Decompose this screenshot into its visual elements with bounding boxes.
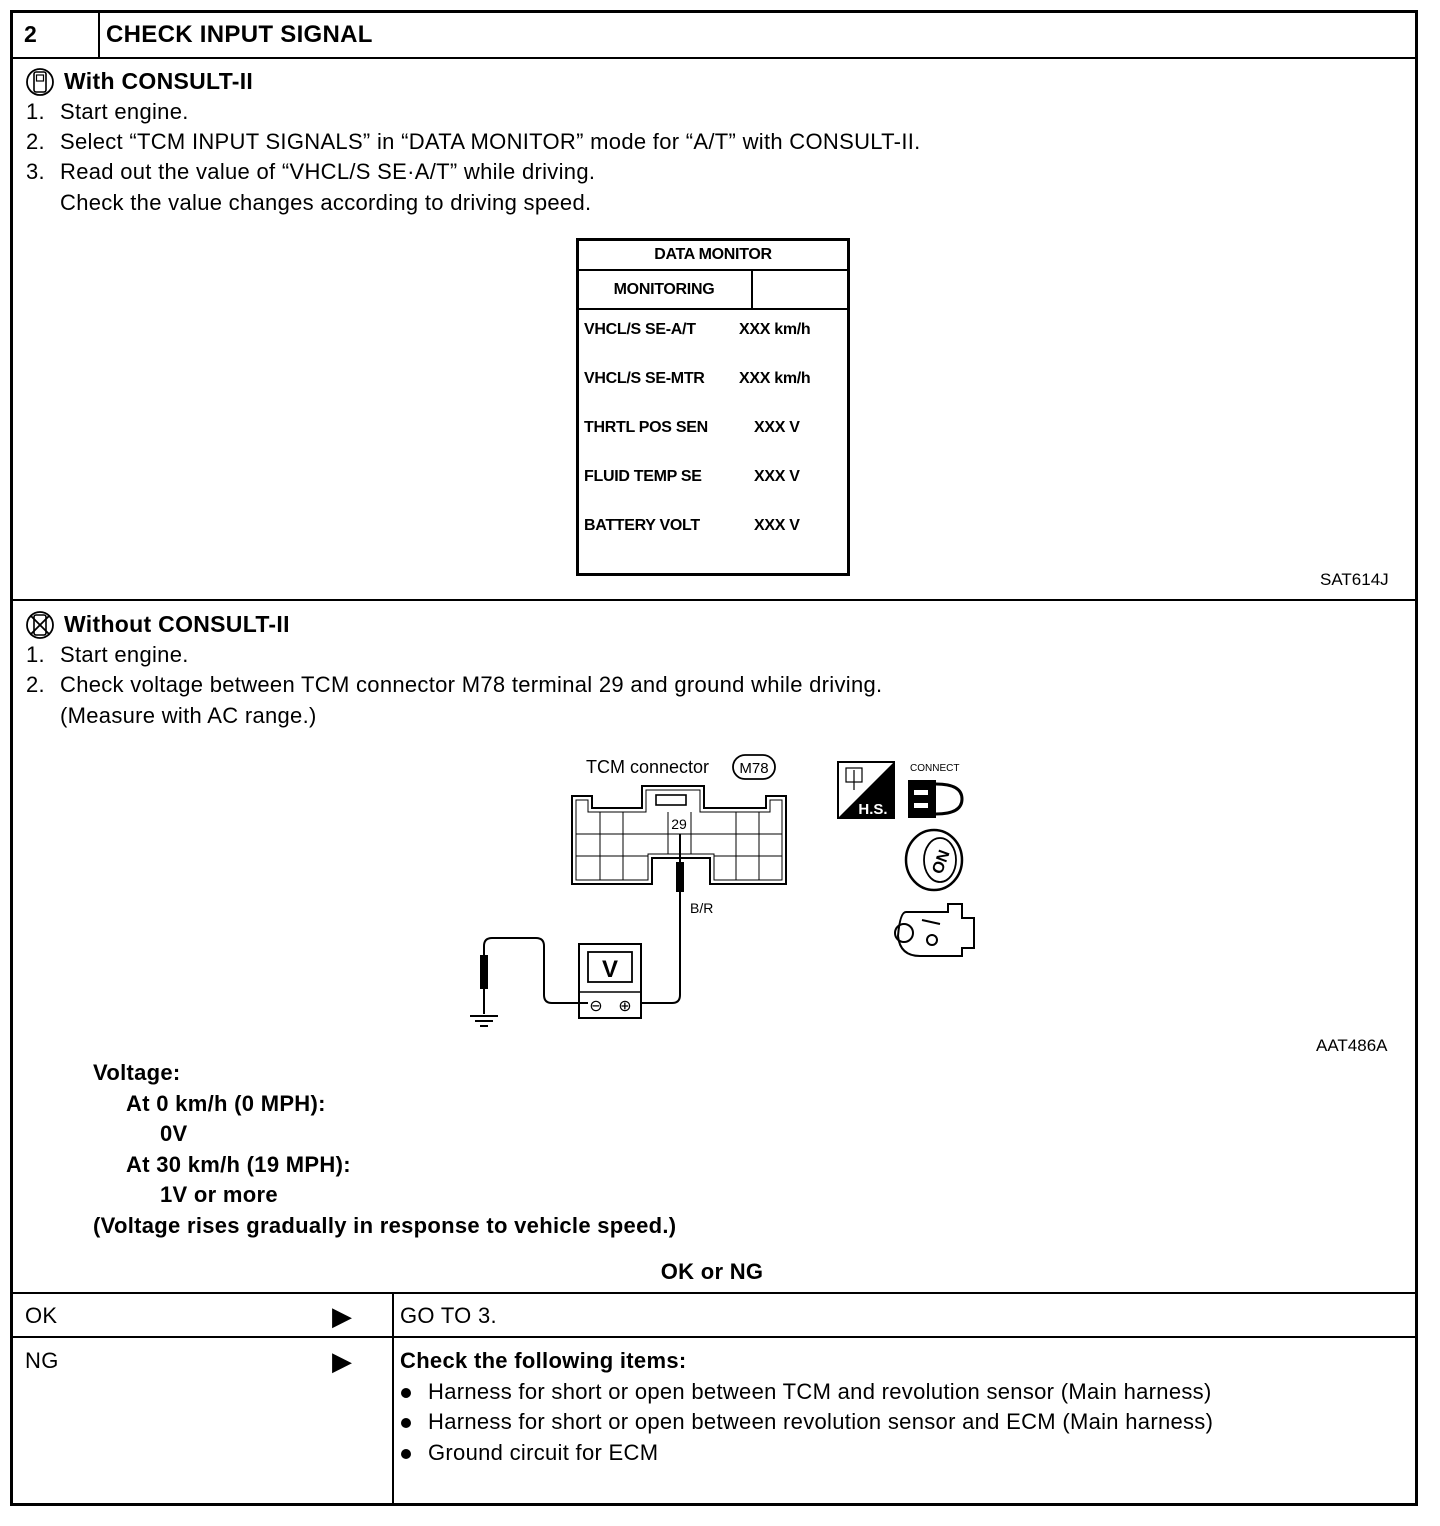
- without-consult-step-1: 1. Start engine.: [26, 642, 189, 667]
- tcm-connector-diagram: [440, 745, 1000, 1045]
- with-consult-heading: With CONSULT-II: [64, 68, 254, 94]
- spec-condition-1: At 0 km/h (0 MPH):: [126, 1091, 326, 1116]
- connector-connect-icon: [908, 780, 962, 818]
- meter-plus-terminal: ⊕: [618, 996, 632, 1015]
- step-number: 2: [24, 21, 38, 47]
- with-consult-step-note: Check the value changes according to driving speed.: [60, 190, 592, 215]
- without-consult-step-2: 2. Check voltage between TCM connector M78 terminal 29 and ground while driving.: [26, 672, 883, 697]
- without-consult-heading: Without CONSULT-II: [64, 611, 290, 637]
- consult-tool-icon: [24, 66, 56, 98]
- ok-label: OK: [25, 1303, 58, 1328]
- connector-id: M78: [739, 760, 769, 777]
- spec-title: Voltage:: [93, 1060, 181, 1085]
- ground-icon: [470, 1016, 498, 1026]
- results-column-divider: [392, 1292, 394, 1506]
- monitor-row-label: VHCL/S SE-MTR: [584, 370, 705, 387]
- monitor-row-label: VHCL/S SE-A/T: [584, 321, 696, 338]
- results-divider: [10, 1292, 1418, 1294]
- monitor-row-label: THRTL POS SEN: [584, 419, 708, 436]
- step-text: Start engine.: [60, 99, 189, 124]
- ignition-on-label: ON: [929, 847, 954, 877]
- figure-code: SAT614J: [1320, 570, 1389, 589]
- with-consult-step-1: 1. Start engine.: [26, 99, 189, 124]
- meter-minus-terminal: ⊖: [589, 996, 603, 1015]
- monitor-row-value: XXX V: [754, 468, 800, 485]
- monitor-title: DATA MONITOR: [654, 246, 772, 263]
- figure-code: AAT486A: [1316, 1036, 1388, 1055]
- engine-running-icon: [895, 904, 974, 956]
- ng-label: NG: [25, 1348, 59, 1373]
- without-consult-step-note: (Measure with AC range.): [60, 703, 317, 728]
- page-title: CHECK INPUT SIGNAL: [106, 21, 373, 48]
- monitor-subtitle-column: [751, 269, 753, 309]
- monitor-subtitle: MONITORING: [613, 281, 715, 298]
- monitor-row-label: BATTERY VOLT: [584, 517, 700, 534]
- section-divider: [10, 599, 1418, 601]
- ok-arrow-icon: ▶: [332, 1301, 353, 1331]
- ok-action: GO TO 3.: [400, 1303, 497, 1328]
- connect-label: CONNECT: [910, 763, 960, 774]
- with-consult-step-3: 3. Read out the value of “VHCL/S SE·A/T” while driving.: [26, 159, 596, 184]
- spec-note: (Voltage rises gradually in response to vehicle speed.): [93, 1213, 677, 1238]
- monitor-row-value: XXX V: [754, 419, 800, 436]
- spec-value-1: 0V: [160, 1121, 188, 1146]
- terminal-number: 29: [671, 816, 687, 832]
- header-divider: [10, 57, 1418, 59]
- with-consult-step-2: 2. Select “TCM INPUT SIGNALS” in “DATA MONITOR” mode for “A/T” with CONSULT-II.: [26, 129, 921, 154]
- step-number-divider: [98, 10, 100, 58]
- step-text: Check voltage between TCM connector M78 terminal 29 and ground while driving.: [60, 672, 883, 697]
- step-text: Select “TCM INPUT SIGNALS” in “DATA MONITOR” mode for “A/T” with CONSULT-II.: [60, 129, 921, 154]
- step-text: Start engine.: [60, 642, 189, 667]
- monitor-row-value: XXX km/h: [739, 321, 811, 338]
- monitor-row-value: XXX V: [754, 517, 800, 534]
- result-prompt: OK or NG: [660, 1259, 764, 1284]
- wire-color-label: B/R: [690, 900, 714, 916]
- spec-condition-2: At 30 km/h (19 MPH):: [126, 1152, 351, 1177]
- monitor-row-label: FLUID TEMP SE: [584, 468, 702, 485]
- monitor-row-value: XXX km/h: [739, 370, 811, 387]
- ng-check-item: Ground circuit for ECM: [428, 1440, 659, 1465]
- monitor-subtitle-divider: [576, 308, 850, 310]
- monitor-title-divider: [576, 269, 850, 271]
- ng-check-item: Harness for short or open between TCM and revolution sensor (Main harness): [428, 1379, 1212, 1404]
- no-consult-icon: [24, 609, 56, 641]
- step-text: Read out the value of “VHCL/S SE·A/T” while driving.: [60, 159, 596, 184]
- ng-title: Check the following items:: [400, 1348, 687, 1373]
- connector-label: TCM connector: [586, 757, 710, 777]
- ng-arrow-icon: ▶: [332, 1346, 353, 1376]
- hs-label: H.S.: [858, 801, 888, 818]
- ok-ng-divider: [10, 1336, 1418, 1338]
- meter-symbol: V: [601, 956, 619, 983]
- ng-check-item: Harness for short or open between revolution sensor and ECM (Main harness): [428, 1409, 1214, 1434]
- spec-value-2: 1V or more: [160, 1182, 278, 1207]
- negative-probe: [480, 938, 588, 1014]
